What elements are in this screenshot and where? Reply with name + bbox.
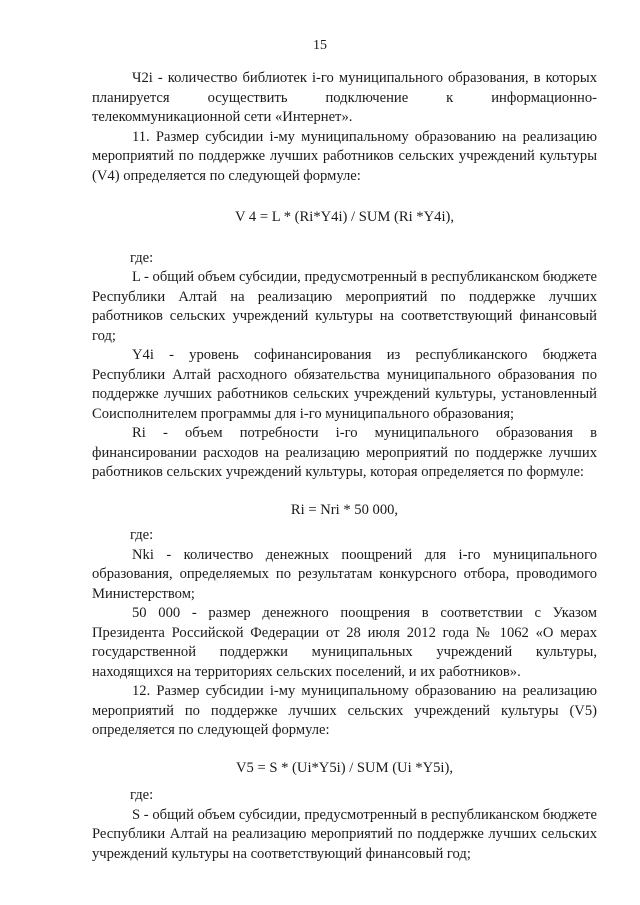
paragraph-item-11: 11. Размер субсидии i-му муниципальному образованию на реализацию мероприятий по поддержке лучших работников сельских учреждений культуры (V4) определяется по следующей формуле: (92, 128, 597, 184)
paragraph-nki-definition: Nki - количество денежных поощрений для i-го муниципального образования, определяемых по результатам конкурсного отбора, проводимого Министерством; (92, 546, 597, 602)
where-label: где: (130, 787, 154, 803)
paragraph-ch2i-definition: Ч2i - количество библиотек i-го муниципального образования, в которых планируется осуществить подключение к информационно-телекоммуникационной сети «Интернет». (92, 70, 597, 125)
paragraph-s-definition: S - общий объем субсидии, предусмотренный в республиканском бюджете Республики Алтай на реализацию мероприятий по поддержке лучших сельских учреждений культуры на соответствующий финансовый год; (92, 806, 597, 862)
formula-v4: V 4 = L * (Ri*Y4i) / SUM (Ri *Y4i), (234, 209, 455, 225)
page-number: 15 (313, 38, 327, 53)
where-label: где: (130, 527, 154, 543)
formula-ri: Ri = Nri * 50 000, (290, 501, 399, 518)
formula-v5: V5 = S * (Ui*Y5i) / SUM (Ui *Y5i), (235, 759, 453, 776)
paragraph-ri-definition: Ri - объем потребности i-го муниципального образования в финансировании расходов на реализацию мероприятий по поддержке лучших работников сельских учреждений культуры, которая определяется по формуле: (92, 425, 597, 480)
where-label: где: (130, 249, 154, 266)
document-body (92, 69, 597, 864)
paragraph-y4i-definition: Y4i - уровень софинансирования из республиканского бюджета Республики Алтай расходного обязательства муниципального образования по поддержке лучших работников сельских учреждений культуры, установленный Соисполнителем программы для i-го муниципального образования; (92, 347, 597, 422)
paragraph-item-12: 12. Размер субсидии i-му муниципальному образованию на реализацию мероприятий по поддержке лучших сельских учреждений культуры (V5) определяется по следующей формуле: (92, 683, 597, 738)
paragraph-50000-definition: 50 000 - размер денежного поощрения в соответствии с Указом Президента Российской Федерации от 28 июля 2012 года № 1062 «О мерах государственной поддержки муниципальных учреждений культуры, находящихся на территориях сельских поселений, и их работников». (92, 605, 597, 680)
paragraph-l-definition: L - общий объем субсидии, предусмотренный в республиканском бюджете Республики Алтай на реализацию мероприятий по поддержке лучших работников сельских учреждений культуры на соответствующий финансовый год; (92, 269, 597, 344)
